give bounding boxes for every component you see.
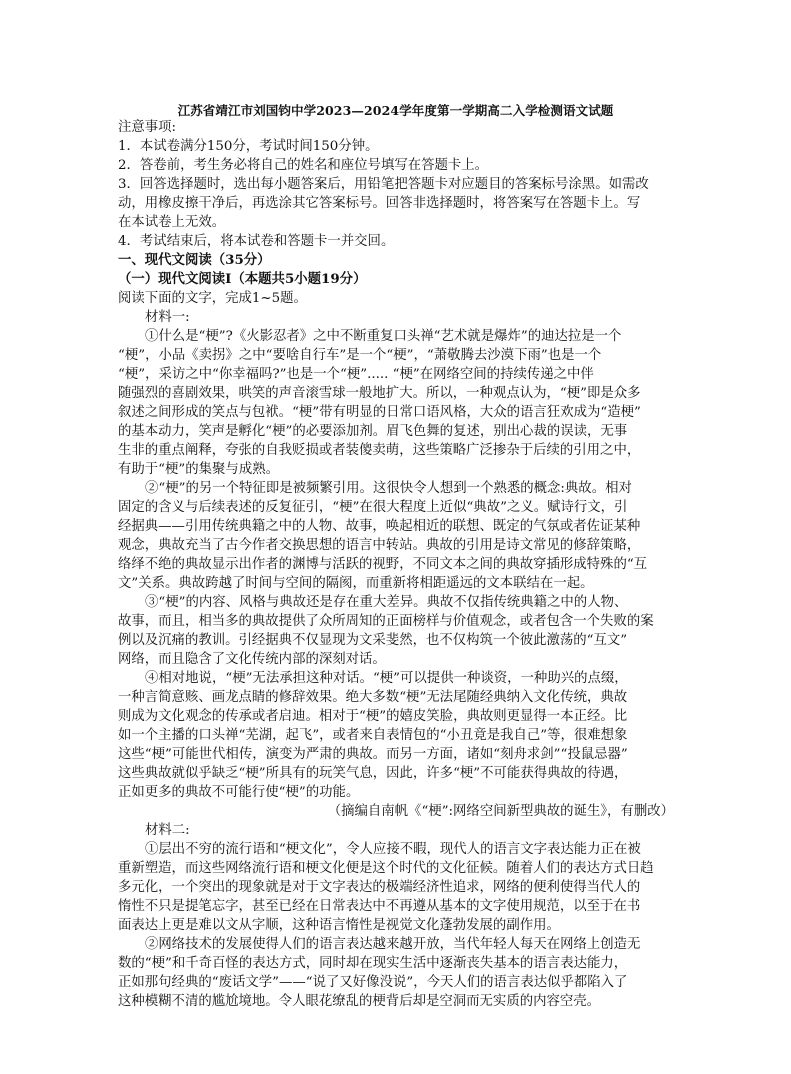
text-line: 正如那句经典的“废话文学”——“说了又好像没说”，今天人们的语言表达似乎都陷入了 bbox=[118, 975, 628, 990]
text-line: 观念，典故充当了古今作者交换思想的语言中转站。典故的引用是诗文常见的修辞策略， bbox=[118, 538, 641, 553]
note-line: 3．回答选择题时，选出每小题答案后，用铅笔把答题卡对应题目的答案标号涂黑。如需改 bbox=[118, 177, 649, 192]
text-line: ②“梗”的另一个特征即是被频繁引用。这很快令人想到一个熟悉的概念:典故。相对 bbox=[145, 481, 632, 496]
material1-paragraph-3 bbox=[118, 593, 674, 669]
text-line: ②网络技术的发展使得人们的语言表达越来越开放，当代年轻人每天在网络上创造无 bbox=[145, 937, 641, 952]
text-line: “梗”，小品《卖拐》之中“要啥自行车”是一个“梗”，“萧敬腾去沙漠下雨”也是一个 bbox=[118, 348, 602, 363]
text-line: 如一个主播的口头禅“芜湖，起飞”，或者来自表情包的“小丑竟是我自己”等，很难想象 bbox=[118, 728, 628, 743]
text-line: 生非的重点阐释，夸张的自我贬损或者装傻卖萌，这些策略广泛掺杂于后续的引用之中， bbox=[118, 443, 641, 458]
text-line: ④相对地说，“梗”无法承担这种对话。“梗”可以提供一种谈资，一种助兴的点缀， bbox=[145, 671, 628, 686]
text-line: 惰性不只是提笔忘字，甚至已经在日常表达中不再遵从基本的文字使用规范，以至于在书 bbox=[118, 899, 641, 914]
material1-source: （摘编自南帆《“梗”:网络空间新型典故的诞生》，有删改） bbox=[327, 804, 674, 819]
text-line: 则成为文化观念的传承或者启迪。相对于“梗”的嬉皮笑脸，典故则更显得一本正经。比 bbox=[118, 709, 628, 724]
text-line: 面表达上更是难以文从字顺，这种语言惰性是视觉文化蓬勃发展的副作用。 bbox=[118, 918, 560, 933]
text-line: 随强烈的喜剧效果，哄笑的声音滚雪球一般地扩大。所以，一种观点认为，“梗”即是众多 bbox=[118, 386, 641, 401]
exam-body bbox=[118, 118, 674, 1011]
exam-title: 江苏省靖江市刘国钧中学2023—2024学年度第一学期高二入学检测语文试题 bbox=[177, 103, 614, 118]
subsection-heading: （一）现代文阅读Ⅰ（本题共5小题19分） bbox=[118, 271, 367, 287]
section-heading: 一、现代文阅读（35分） bbox=[118, 252, 271, 268]
text-line: 络绎不绝的典故显示出作者的渊博与活跃的视野，不同文本之间的典故穿插形成特殊的“互 bbox=[118, 557, 648, 572]
material1-paragraph-2 bbox=[118, 479, 674, 593]
note-line: 2．答卷前，考生务必将自己的姓名和座位号填写在答题卡上。 bbox=[118, 158, 489, 173]
text-line: 这些“梗”可能世代相传，演变为严肃的典故。而另一方面，诸如“刻舟求剑”“投鼠忌器” bbox=[118, 747, 628, 762]
text-line: 的基本动力，笑声是孵化“梗”的必要添加剂。眉飞色舞的复述，别出心裁的误读，无事 bbox=[118, 424, 628, 439]
text-line: 正如更多的典故不可能行使“梗”的功能。 bbox=[118, 785, 360, 800]
text-line: 叙述之间形成的笑点与包袱。“梗”带有明显的日常口语风格，大众的语言狂欢成为“造梗” bbox=[118, 405, 641, 420]
note-line: 动，用橡皮擦干净后，再选涂其它答案标号。回答非选择题时，将答案写在答题卡上。写 bbox=[118, 196, 641, 211]
instruction: 阅读下面的文字，完成1~5题。 bbox=[118, 291, 307, 306]
text-line: “梗”，采访之中“你幸福吗?”也是一个“梗”..... “梗”在网络空间的持续传递之中伴 bbox=[118, 367, 594, 382]
material2-paragraph-1 bbox=[118, 840, 674, 935]
text-line: 经据典——引用传统典籍之中的人物、故事，唤起相近的联想、既定的气氛或者佐证某种 bbox=[118, 519, 641, 534]
material1-paragraph-1 bbox=[118, 327, 674, 479]
text-line: 有助于“梗”的集聚与成熟。 bbox=[118, 462, 279, 477]
notes-heading: 注意事项: bbox=[118, 120, 177, 135]
text-line: ①什么是“梗”?《火影忍者》之中不断重复口头禅“艺术就是爆炸”的迪达拉是一个 bbox=[145, 329, 622, 344]
material1-paragraph-4 bbox=[118, 669, 674, 802]
text-line: 这些典故就似乎缺乏“梗”所具有的玩笑气息，因此，许多“梗”不可能获得典故的待遇， bbox=[118, 766, 628, 781]
material-label: 材料一: bbox=[145, 310, 190, 325]
text-line: 故事，而且，相当多的典故提供了众所周知的正面榜样与价值观念，或者包含一个失败的案 bbox=[118, 614, 654, 629]
notes-list bbox=[118, 137, 674, 251]
text-line: 这种模糊不清的尴尬境地。令人眼花缭乱的梗背后却是空洞而无实质的内容空壳。 bbox=[118, 994, 601, 1009]
note-line: 在本试卷上无效。 bbox=[118, 215, 226, 230]
material2-paragraph-2 bbox=[118, 935, 674, 1011]
text-line: 固定的含义与后续表述的反复征引，“梗”在很大程度上近似“典故”之义。赋诗行文，引 bbox=[118, 500, 628, 515]
note-line: 1．本试卷满分150分，考试时间150分钟。 bbox=[118, 139, 379, 154]
note-line: 4．考试结束后，将本试卷和答题卡一并交回。 bbox=[118, 234, 395, 249]
text-line: 数的“梗”和千奇百怪的表达方式，同时却在现实生活中逐渐丧失基本的语言表达能力， bbox=[118, 956, 628, 971]
text-line: 文”关系。典故跨越了时间与空间的隔阂，而重新将相距遥远的文本联结在一起。 bbox=[118, 576, 594, 591]
text-line: ③“梗”的内容、风格与典故还是存在重大差异。典故不仅指传统典籍之中的人物、 bbox=[145, 595, 628, 610]
text-line: ①层出不穷的流行语和“梗文化”，令人应接不暇，现代人的语言文字表达能力正在被 bbox=[145, 842, 641, 857]
text-line: 例以及沉痛的教训。引经据典不仅显现为文采斐然，也不仅构筑一个彼此激荡的“互文” bbox=[118, 633, 628, 648]
text-line: 网络，而且隐含了文化传统内部的深刻对话。 bbox=[118, 652, 386, 667]
text-line: 多元化，一个突出的现象就是对于文字表达的极端经济性追求，网络的便利使得当代人的 bbox=[118, 880, 641, 895]
text-line: 一种言简意赅、画龙点睛的修辞效果。绝大多数“梗”无法尾随经典纳入文化传统，典故 bbox=[118, 690, 628, 705]
material-label: 材料二: bbox=[145, 823, 190, 838]
text-line: 重新塑造，而这些网络流行语和梗文化便是这个时代的文化征候。随着人们的表达方式日趋 bbox=[118, 861, 654, 876]
